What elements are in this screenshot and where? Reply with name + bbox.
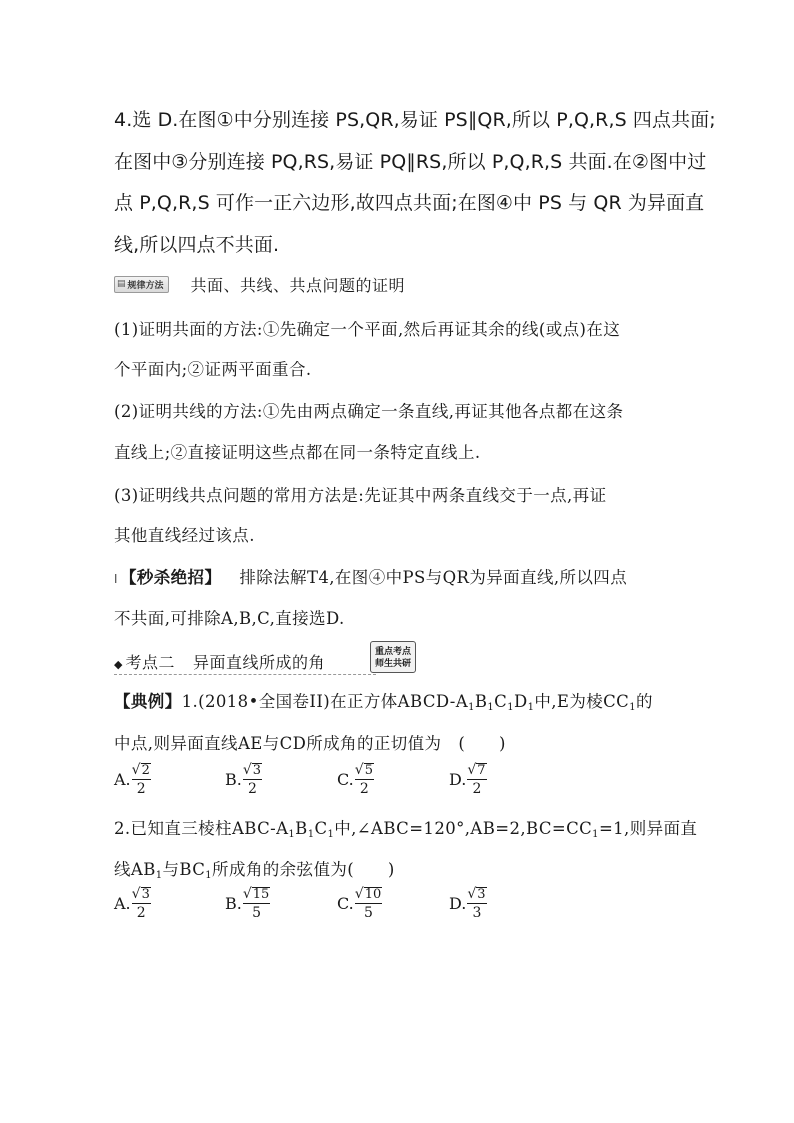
method-line: 直线上;②直接证明这些点都在同一条特定直线上.: [114, 443, 481, 462]
q1-option-d[interactable]: D. √ 7 2: [449, 762, 486, 797]
text-line: 在图中③分别连接 PQ,RS,易证 PQ∥RS,所以 P,Q,R,S 共面.在②图中过: [114, 150, 707, 173]
example-label: 【典例】: [114, 692, 182, 711]
q2-option-a[interactable]: A. √ 3 2: [114, 886, 150, 921]
tip-marker: ǀ: [114, 572, 118, 586]
q1-option-b[interactable]: B. √ 3 2: [225, 762, 262, 797]
sqrt-icon: √: [131, 762, 141, 778]
q1-option-a[interactable]: A. √ 2 2: [114, 762, 150, 797]
fraction: √ 15 5: [242, 886, 270, 921]
method-tag-label: 规律方法: [127, 280, 164, 291]
q1-line-2: 中点,则异面直线AE与CD所成角的正切值为 ( ): [114, 734, 506, 753]
q2-line-2: 线$AB_1$与$BC_1$所成角的余弦值为( ): [114, 860, 395, 881]
sqrt-icon: √: [354, 762, 364, 778]
fraction: √ 7 2: [467, 762, 486, 797]
section-title: 异面直线所成的角: [192, 653, 325, 672]
fraction: √ 3 2: [242, 762, 262, 797]
q2-line-1: 2.已知直三棱柱ABC-$A_1B_1C_1$中$,\angle ABC=120^\circ,AB=2,BC=CC_1=1$,则异面直: [114, 819, 698, 840]
diamond-icon: ◆: [114, 658, 123, 671]
solution-paragraph-4: [114, 100, 716, 266]
text-line: 点 P,Q,R,S 可作一正六边形,故四点共面;在图④中 PS 与 QR 为异面直: [114, 192, 705, 214]
tip-line-2: 不共面,可排除A,B,C,直接选D.: [114, 609, 345, 628]
method-line: (1)证明共面的方法:①先确定一个平面,然后再证其余的线(或点)在这: [114, 320, 621, 339]
badge-line: 师生共研: [374, 659, 411, 669]
tip-line-1: [114, 564, 627, 588]
q1-option-c[interactable]: C. √ 5 2: [337, 762, 373, 797]
q2-option-d[interactable]: D. √ 3 3: [449, 886, 486, 921]
section-heading: [114, 648, 376, 675]
sqrt-icon: √: [354, 886, 364, 902]
tip-text: 排除法解T4,在图④中PS与QR为异面直线,所以四点: [239, 568, 628, 587]
sqrt-icon: √: [242, 886, 252, 902]
sqrt-icon: √: [467, 886, 477, 902]
method-line: 其他直线经过该点.: [114, 526, 255, 545]
badge-line: 重点考点: [374, 647, 411, 657]
text-line: 4.选 D.在图①中分别连接 PS,QR,易证 PS∥QR,所以 P,Q,R,S 四点共面;: [114, 109, 716, 131]
key-point-badge: [370, 641, 416, 673]
method-title: 共面、共线、共点问题的证明: [190, 275, 406, 295]
method-line: (2)证明共线的方法:①先由两点确定一条直线,再证其他各点都在这条: [114, 402, 624, 421]
tip-label: 【秒杀绝招】: [119, 568, 222, 587]
fraction: √ 3 2: [131, 886, 150, 921]
text-line: 线,所以四点不共面.: [114, 233, 280, 256]
q2-option-b[interactable]: B. √ 15 5: [225, 886, 270, 921]
sqrt-icon: √: [467, 762, 477, 778]
fraction: √ 3 3: [467, 886, 486, 921]
sqrt-icon: √: [242, 762, 252, 778]
method-heading: [114, 270, 405, 298]
sqrt-icon: √: [131, 886, 141, 902]
q1-line-1: 【典例】1.(2018•全国卷II)在正方体ABCD-$A_1B_1C_1D_1$中,E为棱$CC_1$的: [114, 692, 653, 713]
method-line: 个平面内;②证两平面重合.: [114, 360, 312, 379]
method-tag: [114, 276, 169, 293]
fraction: √ 2 2: [131, 762, 150, 797]
section-label: 考点二: [125, 653, 175, 672]
fraction: √ 10 5: [354, 886, 382, 921]
fraction: √ 5 2: [354, 762, 373, 797]
book-icon: ▤: [117, 279, 126, 289]
q2-option-c[interactable]: C. √ 10 5: [337, 886, 382, 921]
method-line: (3)证明线共点问题的常用方法是:先证其中两条直线交于一点,再证: [114, 486, 607, 505]
